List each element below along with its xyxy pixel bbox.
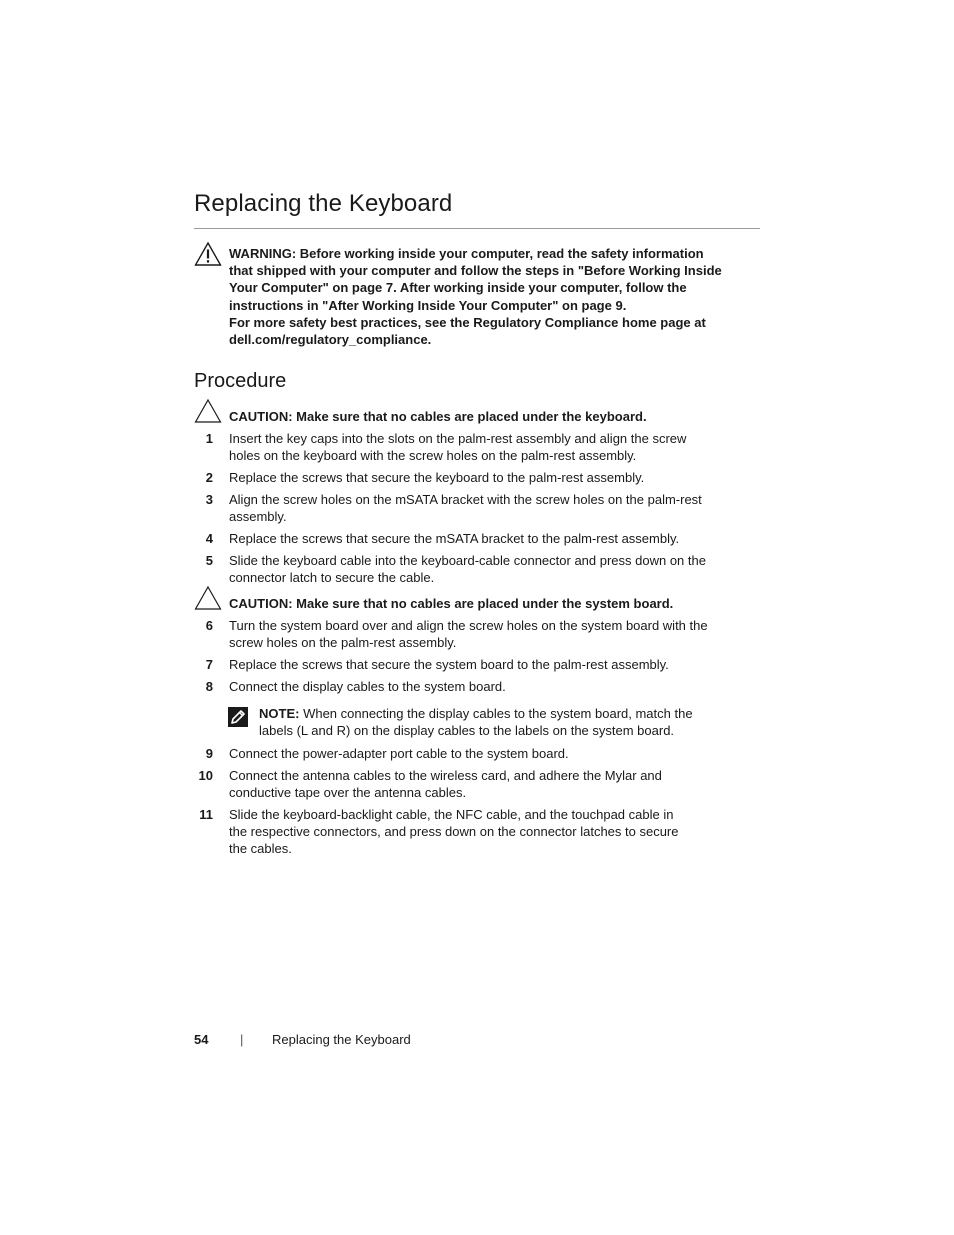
step-text: Connect the display cables to the system board.: [229, 679, 506, 694]
warning-triangle-icon: [194, 241, 222, 267]
title-divider: [194, 228, 760, 229]
note-pencil-icon: [228, 707, 248, 727]
step-text: the cables.: [229, 841, 292, 857]
step-number: 1: [205, 431, 213, 446]
warning-line: For more safety best practices, see the Regulatory Compliance home page at: [229, 314, 706, 330]
step-text: Slide the keyboard-backlight cable, the NFC cable, and the touchpad cable in: [229, 807, 674, 822]
step-number: 8: [205, 679, 213, 694]
step-text: Connect the antenna cables to the wireless card, and adhere the Mylar and: [229, 768, 662, 783]
warning-line: WARNING: Before working inside your computer, read the safety information: [229, 246, 704, 261]
step-number: 11: [199, 807, 213, 822]
step-text: Connect the power-adapter port cable to the system board.: [229, 746, 569, 761]
step-number: 10: [198, 768, 213, 783]
warning-line: that shipped with your computer and follow the steps in "Before Working Inside: [229, 263, 722, 279]
caution-text: CAUTION: Make sure that no cables are placed under the keyboard.: [229, 409, 647, 424]
note-label: NOTE:: [259, 706, 300, 721]
note-body: labels (L and R) on the display cables to the labels on the system board.: [259, 723, 675, 739]
step-text: Insert the key caps into the slots on the palm-rest assembly and align the screw: [229, 431, 687, 446]
footer-separator: |: [240, 1032, 244, 1047]
note-text: [259, 705, 759, 739]
step-number: 3: [205, 492, 213, 507]
footer-title: Replacing the Keyboard: [272, 1032, 411, 1047]
note-body: When connecting the display cables to the system board, match the: [299, 706, 693, 721]
step-number: 4: [205, 531, 213, 546]
warning-line: Your Computer" on page 7. After working inside your computer, follow the: [229, 280, 687, 296]
page-title: Replacing the Keyboard: [194, 190, 453, 217]
step-text: connector latch to secure the cable.: [229, 570, 435, 586]
page-number: 54: [194, 1032, 209, 1047]
step-number: 5: [205, 553, 213, 568]
caution-triangle-icon: [194, 398, 222, 424]
step-number: 6: [205, 618, 213, 633]
step-text: Replace the screws that secure the system board to the palm-rest assembly.: [229, 657, 669, 672]
caution-text: CAUTION: Make sure that no cables are placed under the system board.: [229, 596, 674, 611]
step-number: 2: [205, 470, 213, 485]
step-text: Align the screw holes on the mSATA bracket with the screw holes on the palm-rest: [229, 492, 702, 507]
step-text: Turn the system board over and align the screw holes on the system board with the: [229, 618, 708, 633]
step-text: assembly.: [229, 509, 287, 525]
step-text: the respective connectors, and press down on the connector latches to secure: [229, 824, 679, 840]
step-text: conductive tape over the antenna cables.: [229, 785, 467, 801]
warning-text: [229, 245, 759, 348]
step-text: Replace the screws that secure the keyboard to the palm-rest assembly.: [229, 470, 645, 485]
warning-line: dell.com/regulatory_compliance.: [229, 332, 432, 348]
step-text: holes on the keyboard with the screw holes on the palm-rest assembly.: [229, 448, 637, 464]
step-number: 7: [205, 657, 213, 672]
warning-line: instructions in "After Working Inside Your Computer" on page 9.: [229, 297, 627, 313]
step-text: Replace the screws that secure the mSATA bracket to the palm-rest assembly.: [229, 531, 680, 546]
caution-triangle-icon: [194, 585, 222, 611]
section-title: Procedure: [194, 370, 287, 392]
step-text: Slide the keyboard cable into the keyboard-cable connector and press down on the: [229, 553, 706, 568]
step-number: 9: [205, 746, 213, 761]
step-text: screw holes on the palm-rest assembly.: [229, 635, 457, 651]
